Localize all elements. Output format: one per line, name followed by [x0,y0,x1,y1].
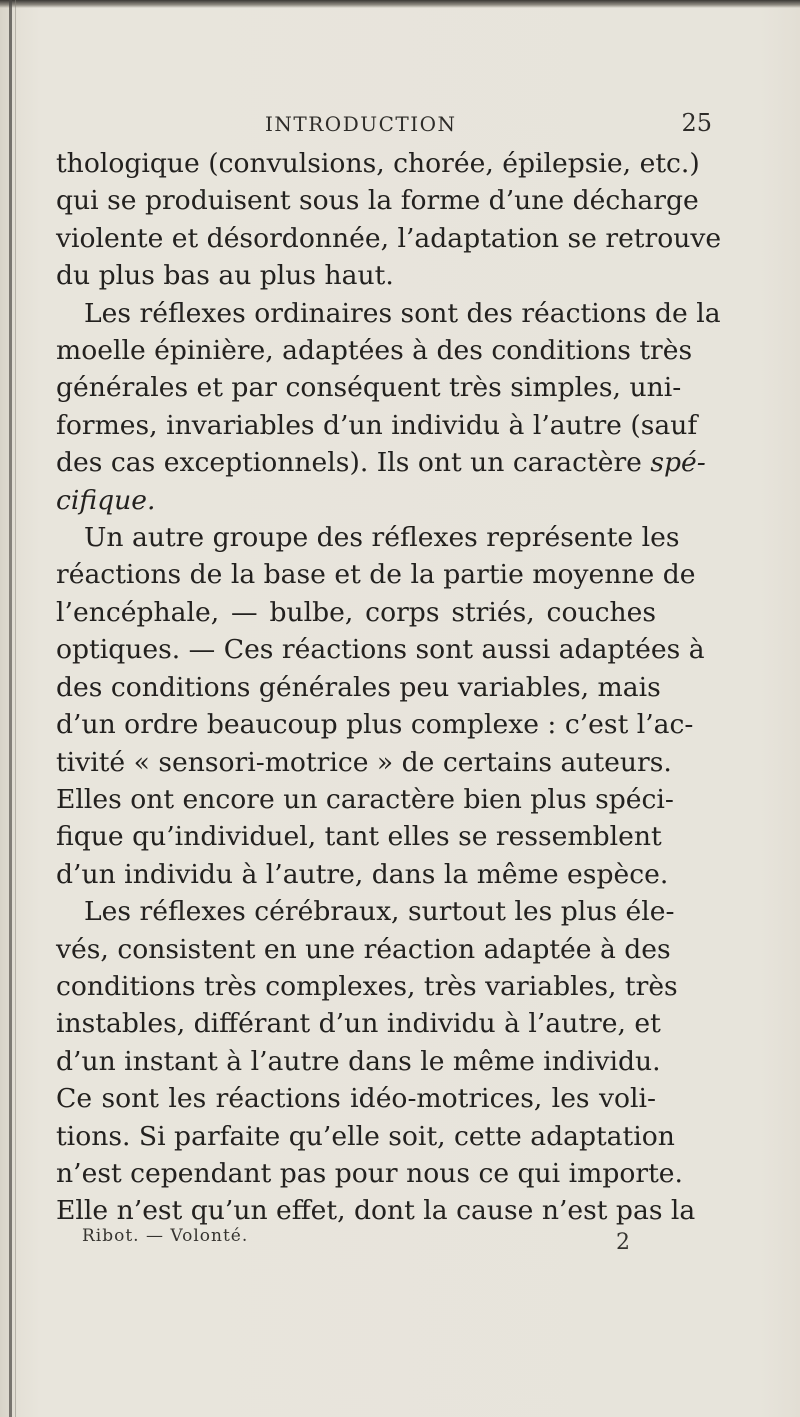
text-segment: des cas exceptionnels). Ils ont un caractère [56,447,642,479]
page-footer [82,1226,642,1256]
text-line: fique qu’individuel, tant elles se ressemblent [56,821,662,853]
text-line: n’est cependant pas pour nous ce qui importe. [56,1157,683,1189]
text-line: Ce sont les réactions idéo-motrices, les voli- [56,1083,656,1115]
text-line: tions. Si parfaite qu’elle soit, cette adaptation [56,1120,675,1152]
running-head [60,109,720,142]
text-line: moelle épinière, adaptées à des conditions très [56,335,693,367]
text-line: d’un instant à l’autre dans le même individu. [56,1045,661,1077]
text-line: violente et désordonnée, l’adaptation se retrouve [56,222,722,254]
body-text [56,145,722,1230]
text-line: d’un ordre beaucoup plus complexe : c’est l’ac- [56,709,694,741]
text-line: générales et par conséquent très simples, uni- [56,372,682,404]
text-line: des conditions générales peu variables, mais [56,671,661,703]
binding-gutter [9,0,12,1417]
text-line: formes, invariables d’un individu à l’autre (sauf [56,409,698,441]
text-line: cifique. [56,484,156,516]
text-line: qui se produisent sous la forme d’une décharge [56,185,699,217]
text-line: Un autre groupe des réflexes représente les [84,522,680,554]
text-line: Elle n’est qu’un effet, dont la cause n’est pas la [56,1195,696,1227]
printer-signature: Ribot. — Volonté. [82,1226,249,1246]
signature-mark: 2 [616,1230,630,1255]
text-line: Les réflexes cérébraux, surtout les plus éle- [84,896,675,928]
text-line: optiques. — Ces réactions sont aussi adaptées à [56,634,705,666]
binding-gutter-shadow [15,0,16,1417]
text-line: thologique (convulsions, chorée, épilepsie, etc.) [56,148,700,179]
text-line: conditions très complexes, très variables, très [56,970,678,1002]
page-number: 25 [681,109,712,137]
text-line: l’encéphale, — bulbe, corps striés, couches [56,596,656,628]
text-line: réactions de la base et de la partie moyenne de [56,559,696,591]
italic-word: spé- [650,447,706,479]
text-line: vés, consistent en une réaction adaptée à des [56,933,671,965]
text-line: instables, différant d’un individu à l’autre, et [56,1008,661,1040]
running-title: INTRODUCTION [265,112,457,136]
text-line: Elles ont encore un caractère bien plus spéci- [56,783,674,815]
text-line: du plus bas au plus haut. [56,260,394,292]
text-line: d’un individu à l’autre, dans la même espèce. [56,858,669,890]
text-line: Les réflexes ordinaires sont des réactions de la [84,297,721,329]
page-top-edge [0,0,800,8]
text-line: tivité « sensori-motrice » de certains auteurs. [56,746,672,778]
text-line [56,444,706,481]
